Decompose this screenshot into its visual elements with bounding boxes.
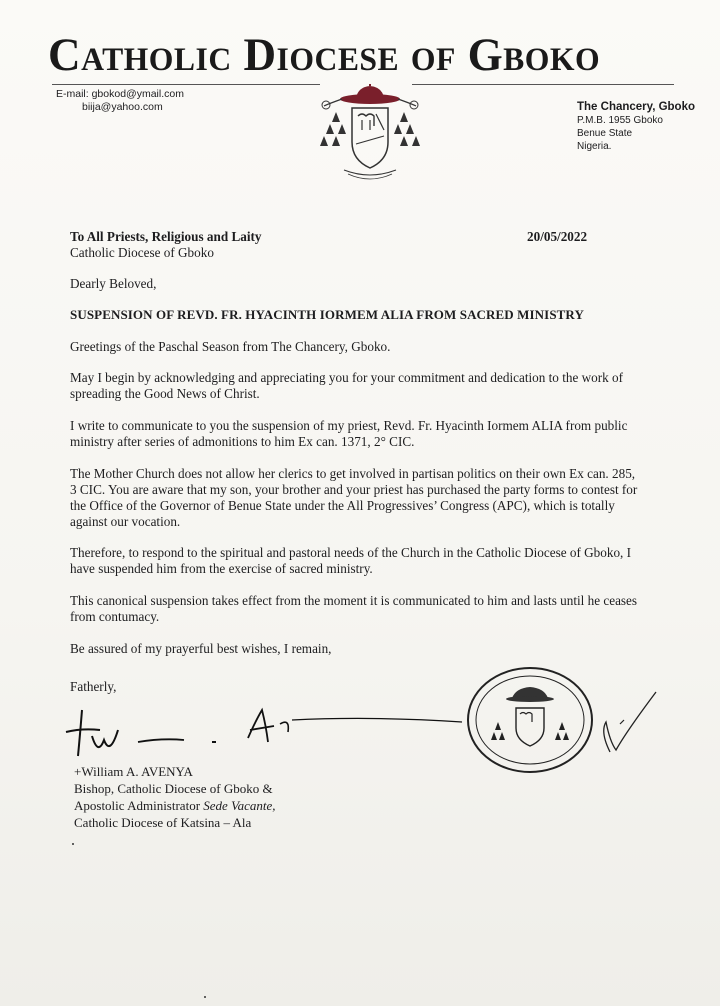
letterhead-title: Catholic Diocese of Gboko [48, 29, 601, 81]
signatory-title-1: Bishop, Catholic Diocese of Gboko & [74, 781, 273, 796]
chancery-address [577, 101, 695, 153]
closing: Fatherly, [70, 679, 117, 694]
recipient-org: Catholic Diocese of Gboko [70, 245, 214, 260]
letterhead-rule-right [412, 84, 674, 85]
diocese-seal-icon [460, 662, 660, 777]
salutation: Dearly Beloved, [70, 276, 157, 291]
signatory-block [74, 763, 275, 831]
contact-emails [56, 88, 184, 114]
paragraph-4: The Mother Church does not allow her clerics to get involved in partisan politics on their own Ex can. 285, 3 CIC. You are aware that my son, your brother and your priest has purchased the party forms to contest for the Office of the Governor of Benue State under the All Progressives’ Congress (APC), which is totally against our vocation. [70, 466, 638, 529]
chancery-state: Benue State [577, 128, 633, 139]
ink-dot [204, 996, 206, 998]
chancery-country: Nigeria. [577, 141, 612, 152]
subject-line: SUSPENSION OF REVD. FR. HYACINTH IORMEM ALIA FROM SACRED MINISTRY [70, 307, 584, 322]
chancery-name: The Chancery, Gboko [577, 101, 696, 113]
signatory-title-3: Catholic Diocese of Katsina – Ala [74, 815, 252, 830]
paragraph-7: Be assured of my prayerful best wishes, I remain, [70, 641, 332, 656]
recipient-line: To All Priests, Religious and Laity [70, 229, 262, 244]
paragraph-2: May I begin by acknowledging and appreciating you for your commitment and dedication to the work of spreading the Good News of Christ. [70, 370, 623, 401]
signatory-name: +William A. AVENYA [74, 764, 193, 779]
episcopal-coat-of-arms-icon [318, 84, 422, 184]
ink-dot [72, 843, 74, 845]
paragraph-3: I write to communicate to you the suspension of my priest, Revd. Fr. Hyacinth Iormem ALIA from public ministry after series of admonitions to him Ex can. 1371, 2° CIC. [70, 418, 628, 449]
email-line-1: E-mail: gbokod@ymail.com [56, 88, 184, 100]
paragraph-6: This canonical suspension takes effect from the moment it is communicated to him and lasts until he ceases from contumacy. [70, 593, 638, 624]
signatory-title-2-italic: Sede Vacante, [203, 798, 276, 813]
email-line-2: biija@yahoo.com [82, 101, 163, 113]
letterhead-rule-left [52, 84, 320, 85]
signatory-title-2-prefix: Apostolic Administrator [74, 798, 204, 813]
paragraph-1: Greetings of the Paschal Season from The Chancery, Gboko. [70, 339, 391, 354]
paragraph-5: Therefore, to respond to the spiritual and pastoral needs of the Church in the Catholic Diocese of Gboko, I have suspended him from the exercise of sacred ministry. [70, 545, 632, 576]
letter-date: 20/05/2022 [527, 229, 588, 244]
handwritten-signature [52, 690, 472, 760]
signatory-title-2 [74, 797, 275, 814]
chancery-box: P.M.B. 1955 Gboko [577, 115, 663, 126]
